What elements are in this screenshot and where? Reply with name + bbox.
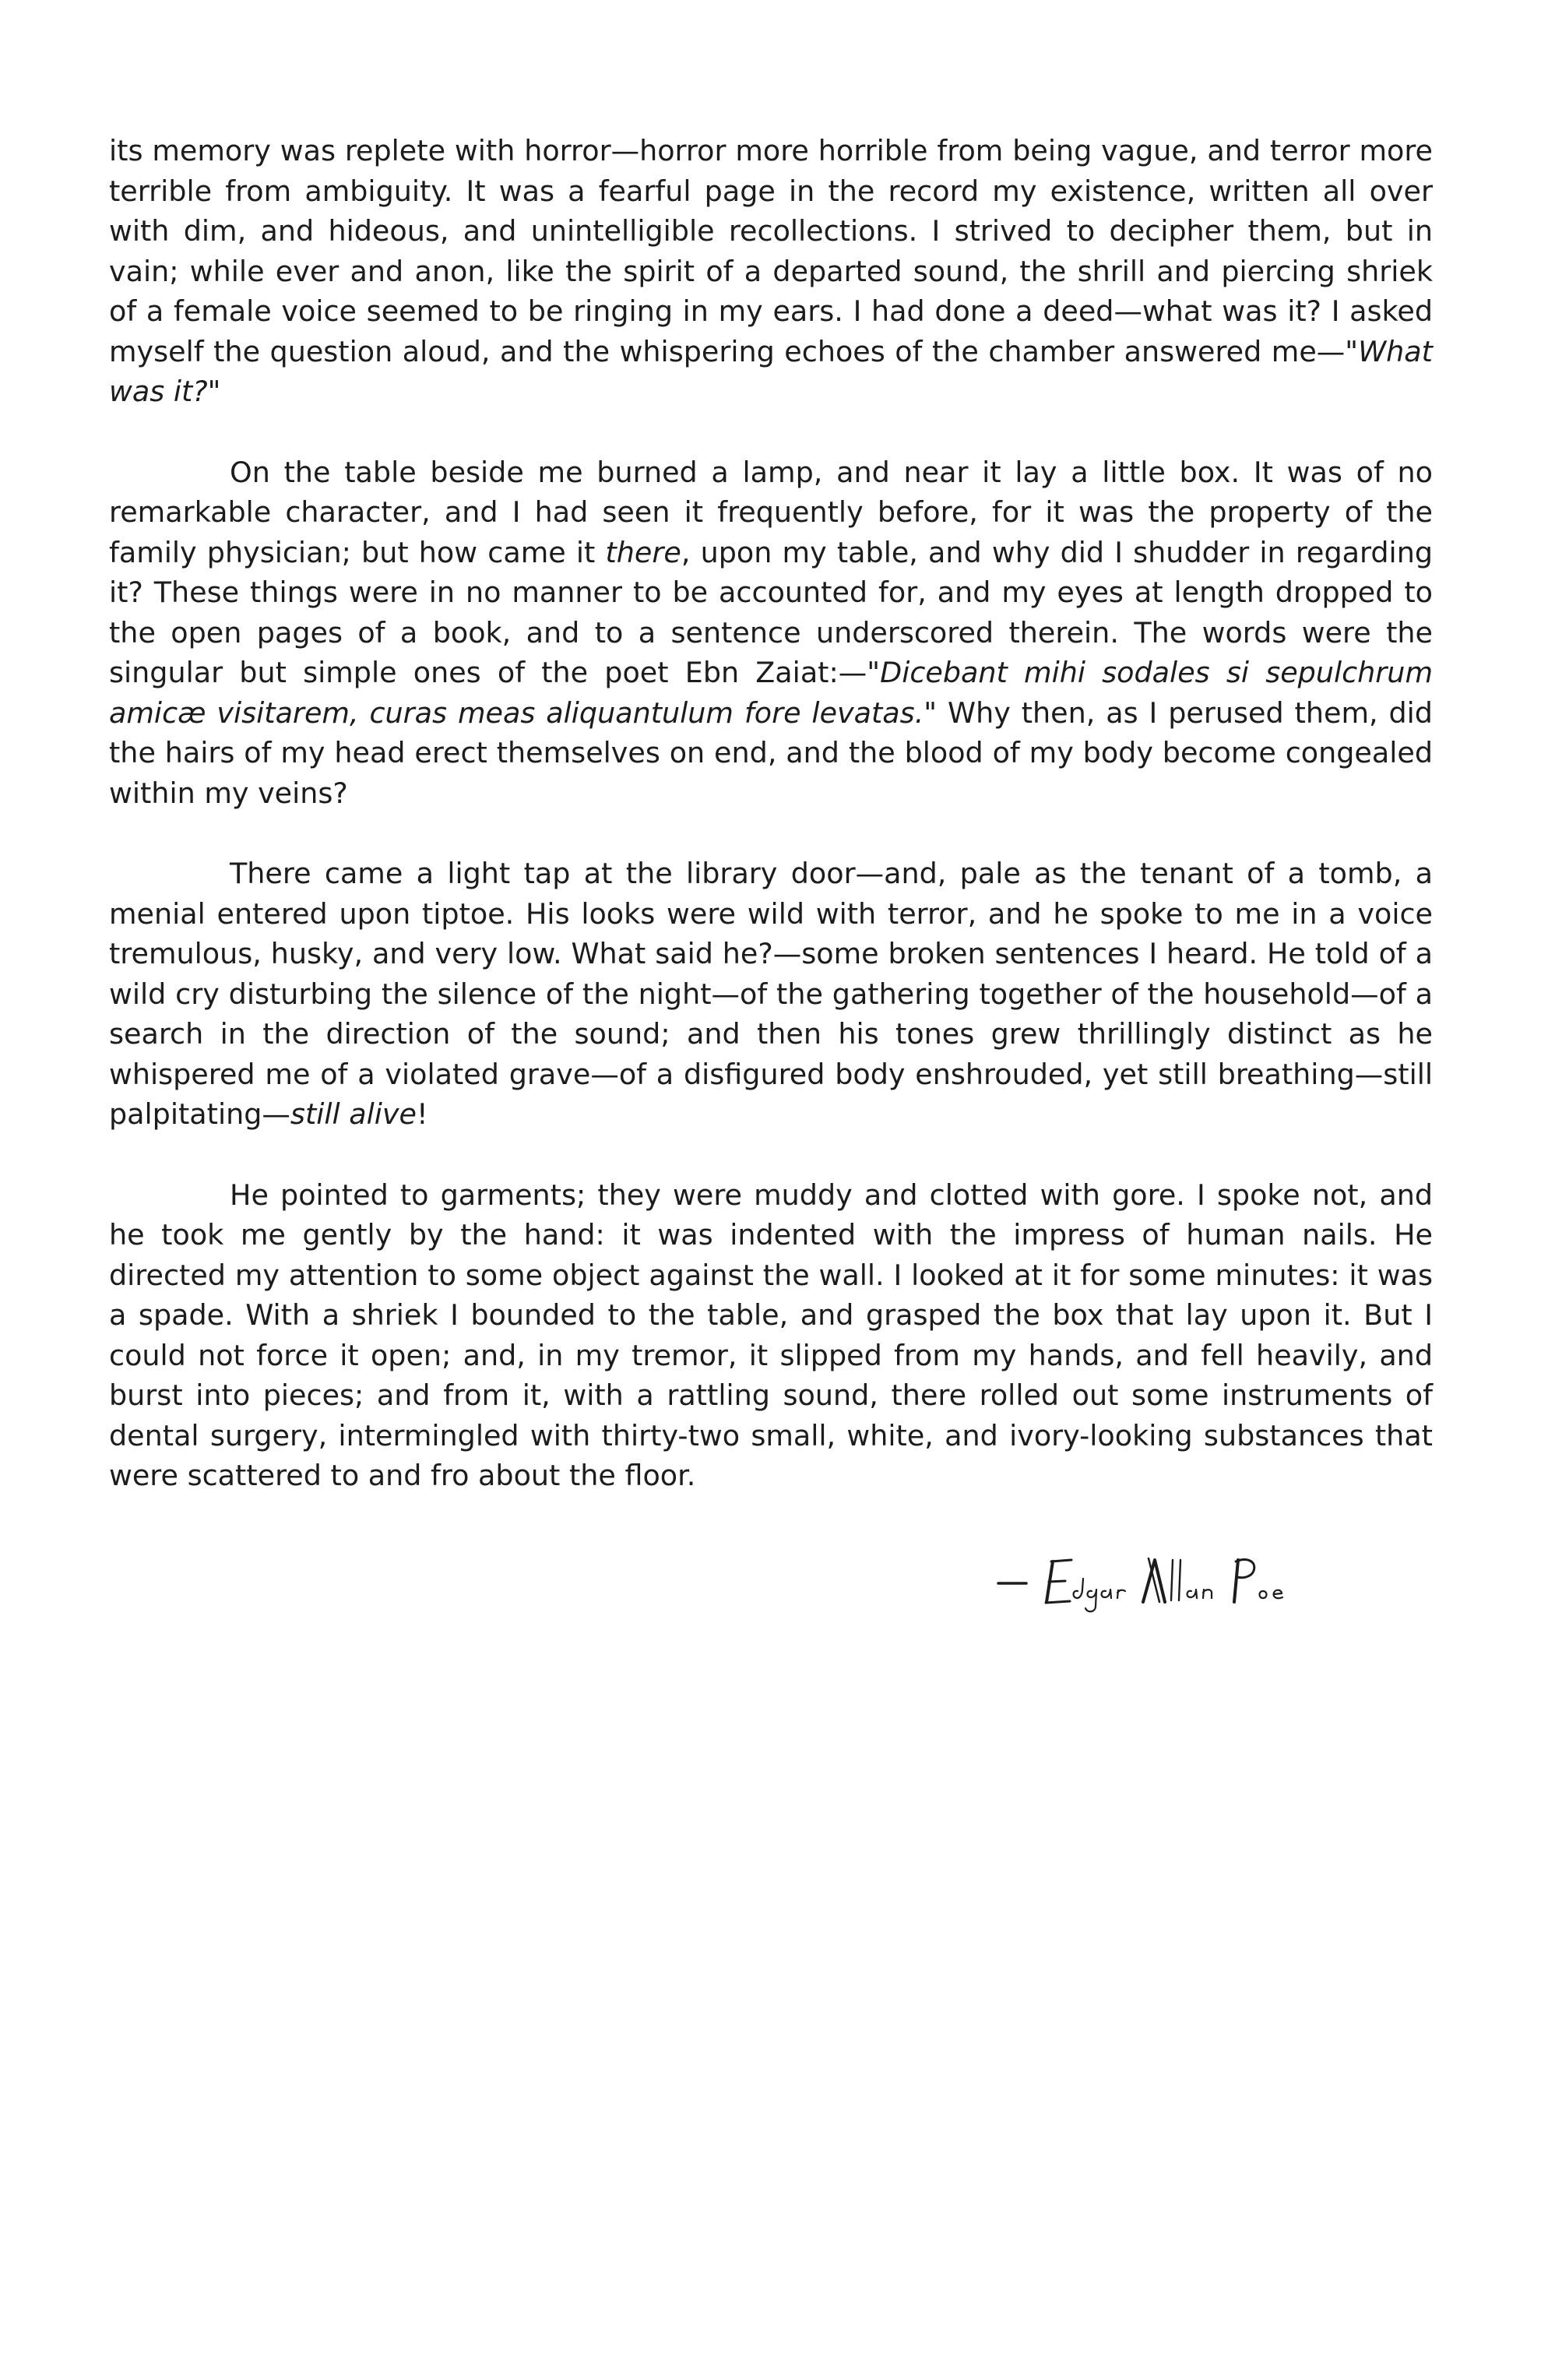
text-run: He pointed to garments; they were muddy and clotted with gore. I spoke not, and he took me gently by the hand: it was indented with the impress of human nails. He directed my attention to some object against the wall. I looked at it for some minutes: it was a spade. With a shriek I bounded to the table, and grasped the box that lay upon it. But I could not force it open; and, in my tremor, it slipped from my hands, and fell heavily, and burst into pieces; and from it, with a rattling sound, there rolled out some instruments of dental surgery, intermingled with thirty-two small, white, and ivory-looking substances that were scattered to and fro about the floor. [109,1178,1433,1492]
text-run: , upon my table, and why did I shudder in regarding it? These things were in no manner to be accounted for, and my eyes at length dropped to the open pages of a book, and to a sentence underscored therein. The words were the singular but simple ones of the poet Ebn Zaiat:— [109,535,1434,689]
text-run: ! [416,1097,428,1131]
paragraph-1 [109,131,1433,412]
author-signature [997,1546,1324,1616]
signature-handwriting [997,1546,1324,1616]
body-text [109,131,1433,1496]
text-run: Why then, as I perused them, did the hairs of my head erect themselves on end, and the blood of my body become congealed within my veins? [109,695,1433,810]
italic-run: "Dicebant mihi sodales si sepulchrum amicæ visitarem, curas meas aliquantulum fore levatas." [109,656,1433,730]
paragraph-4 [109,1175,1433,1496]
paragraph-3 [109,854,1433,1135]
italic-run: there [605,535,681,569]
italic-run: "What was it?" [109,334,1433,408]
text-run: There came a light tap at the library door—and, pale as the tenant of a tomb, a menial entered upon tiptoe. His looks were wild with terror, and he spoke to me in a voice tremulous, husky, and very low. What said he?—some broken sentences I heard. He told of a wild cry disturbing the silence of the night—of the gathering together of the household—of a search in the direction of the sound; and then his tones grew thrillingly distinct as he whispered me of a violated grave—of a disfigured body enshrouded, yet still breathing—still palpitating— [109,857,1433,1131]
text-run: its memory was replete with horror—horror more horrible from being vague, and terror more terrible from ambiguity. It was a fearful page in the record my existence, written all over with dim, and hideous, and unintelligible recollections. I strived to decipher them, but in vain; while ever and anon, like the spirit of a departed sound, the shrill and piercing shriek of a female voice seemed to be ringing in my ears. I had done a deed—what was it? I asked myself the question aloud, and the whispering echoes of the chamber answered me— [109,134,1433,368]
text-run: On the table beside me burned a lamp, and near it lay a little box. It was of no remarkable character, and I had seen it frequently before, for it was the property of the family physician; but how came it [109,455,1433,569]
paragraph-2 [109,452,1433,814]
italic-run: still alive [290,1097,417,1131]
